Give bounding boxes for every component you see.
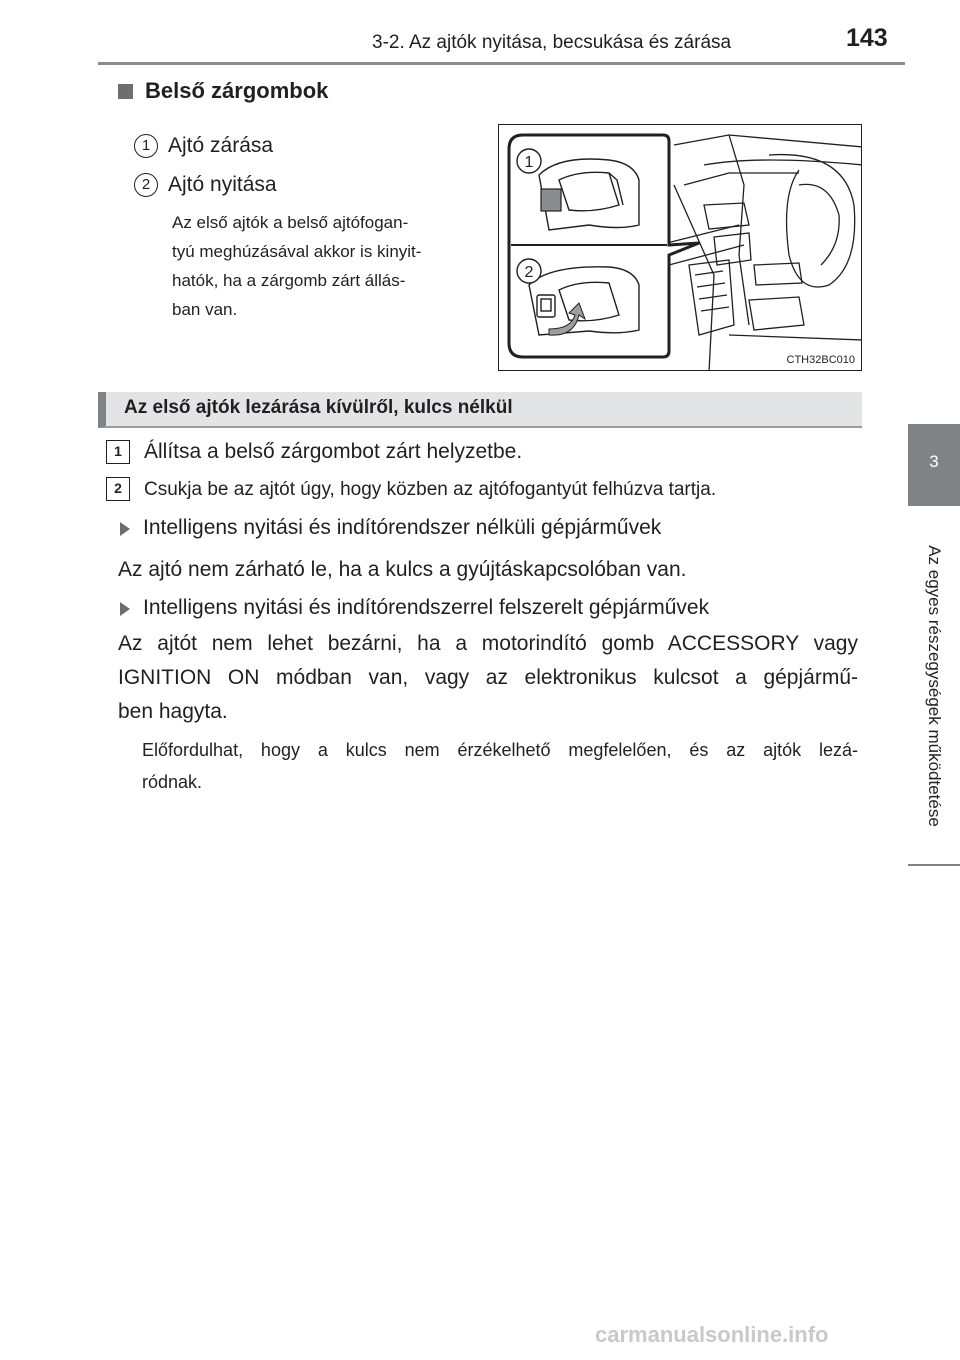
item-number-2: 2 [134,173,158,197]
note-line: Az első ajtók a belső ajtófogan- [172,213,409,232]
figure-callout-1: 1 [524,154,534,171]
watermark: carmanualsonline.info [595,1322,829,1347]
section-heading-text: Belső zárgombok [145,78,329,103]
item-note [172,208,490,324]
note-line: hatók, ha a zárgomb zárt állás- [172,271,406,290]
banner-title: Az első ajtók lezárása kívülről, kulcs nélkül [124,397,513,418]
door-lock-illustration [498,124,862,371]
item-text-lock: Ajtó zárása [168,134,274,157]
subsection-body-1: Az ajtó nem zárható le, ha a kulcs a gyújtáskapcsolóban van. [118,558,687,581]
door-interior-drawing [499,125,862,371]
item-number-1: 1 [134,134,158,158]
subsection-body-line: Az ajtót nem lehet bezárni, ha a motorindító gomb ACCESSORY vagy [118,632,858,655]
triangle-bullet-icon [120,522,130,536]
subsection-heading-2: Intelligens nyitási és indítórendszerrel felszerelt gépjárművek [143,596,710,619]
subsection-note-line: ródnak. [142,772,203,792]
square-bullet-icon [118,84,133,99]
note-line: tyú meghúzásával akkor is kinyit- [172,242,422,261]
subsection-note-line: Előfordulhat, hogy a kulcs nem érzékelhető megfelelően, és az ajtók lezá- [142,740,858,760]
step-number-1: 1 [106,440,130,464]
running-header: 3-2. Az ajtók nyitása, becsukása és zárása [372,32,732,53]
chapter-tab-label: Az egyes részegységek működtetése [925,545,944,827]
figure-code: CTH32BC010 [786,354,855,366]
step-text-1: Állítsa a belső zárgombot zárt helyzetbe. [144,440,523,463]
subsection-body-line: IGNITION ON módban van, vagy az elektronikus kulcsot a gépjármű- [118,666,858,689]
chapter-tab-number: 3 [908,424,960,506]
section-banner [98,392,862,428]
subsection-body-line: ben hagyta. [118,700,228,723]
step-number-2: 2 [106,477,130,501]
header-rule [98,62,905,65]
section-heading [118,78,328,104]
item-text-unlock: Ajtó nyitása [168,173,277,196]
triangle-bullet-icon [120,602,130,616]
page-number: 143 [846,24,888,52]
subsection-heading-1: Intelligens nyitási és indítórendszer nélküli gépjárművek [143,516,662,539]
step-text-2: Csukja be az ajtót úgy, hogy közben az ajtófogantyút felhúzva tartja. [144,479,717,500]
note-line: ban van. [172,300,238,319]
chapter-tab-rule [908,864,960,866]
figure-callout-2: 2 [524,264,534,281]
